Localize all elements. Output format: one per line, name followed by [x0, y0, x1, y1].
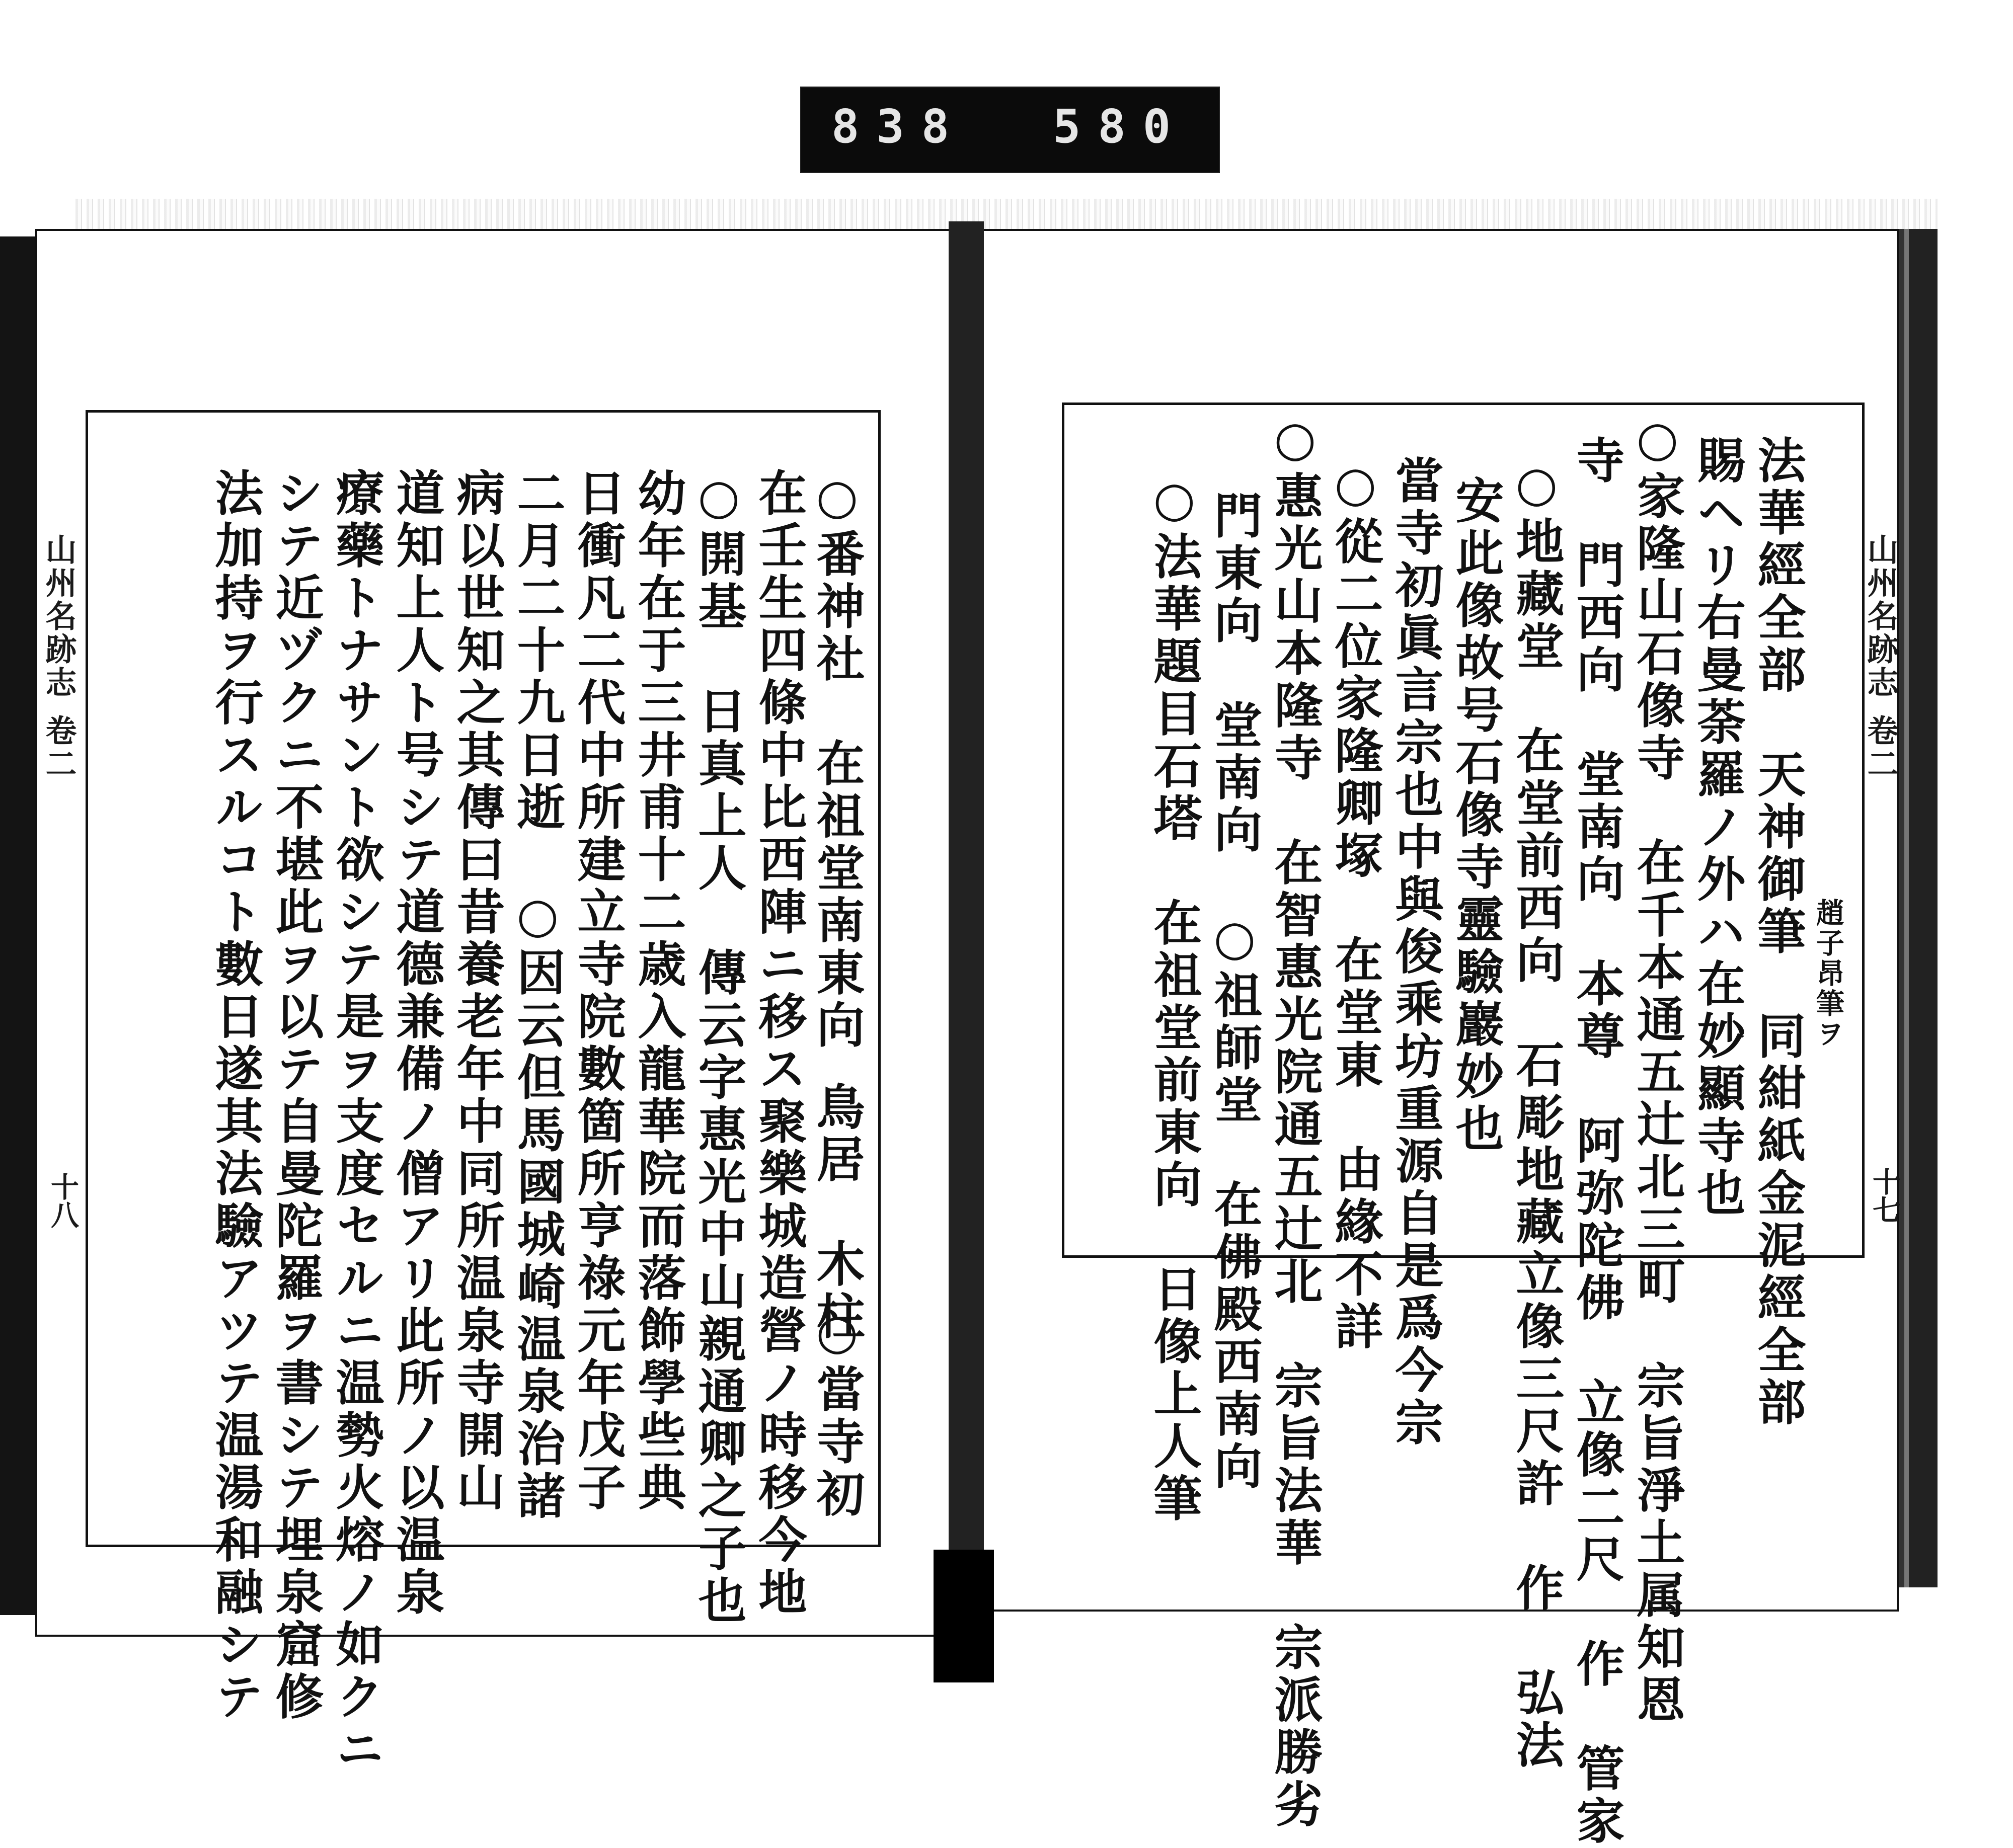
text-column: 病以世知之其傳曰昔養老年中同所温泉寺開山 — [449, 468, 506, 1514]
right-folio: 十七 — [1868, 1167, 1901, 1224]
text-column: 趙子昂筆ヲ — [1812, 898, 1845, 1049]
book-gutter — [949, 221, 984, 1600]
text-column: 寺 門西向 堂南向 本尊 阿弥陀佛 立像二尺 作 管家 — [1569, 435, 1625, 1848]
text-column: 賜ヘリ右曼荼羅ノ外ハ在妙顯寺也 — [1689, 435, 1746, 1220]
text-column: ○法華題目石塔 在祖堂前東向 日像上人筆 — [1146, 470, 1203, 1525]
text-column: 二月二十九日逝 ○因云但馬國城崎温泉治諸 — [509, 468, 566, 1523]
gutter-shadow — [934, 1550, 994, 1682]
text-column: 日衝凡二代中所建立寺院數箇所亨祿元年戊子 — [570, 468, 627, 1514]
text-column: ○從二位家隆卿塚 在堂東 由緣不詳 — [1327, 455, 1384, 1353]
right-margin-volume: 卷二 — [1862, 714, 1899, 781]
left-margin-volume: 卷二 — [40, 714, 77, 781]
text-column: 療藥トナサント欲シテ是ヲ支度セルニ温勢火熔ノ如クニ — [328, 468, 385, 1776]
text-column: 道知上人ト号シテ道德兼備ノ僧アリ此所ノ以温泉 — [389, 468, 445, 1619]
catalog-number-right: 580 — [1053, 100, 1188, 153]
text-column: シテ近ヅクニ不堪此ヲ以テ自曼陀羅ヲ書シテ埋泉窟修 — [268, 468, 325, 1724]
text-column: 門東向 堂南向 ○祖師堂 在佛殿西南向 — [1206, 491, 1263, 1493]
text-column: 在壬生四條中比西陣ニ移ス聚樂城造營ノ時移今地 — [751, 468, 808, 1619]
text-column: ○惠光山本隆寺 在智惠光院通五辻北 宗旨法華 宗派勝劣 — [1267, 410, 1324, 1831]
book-edge-left — [0, 236, 35, 1615]
text-column: ○家隆山石像寺 在千本通五辻北三町 宗旨淨土属知恩 — [1629, 410, 1686, 1727]
text-column: 安此像故号石像寺靈驗巖妙也 — [1448, 475, 1505, 1156]
left-text-frame — [86, 410, 881, 1776]
text-column: 當寺初眞言宗也中與俊乘坊重源自是爲今宗 — [1387, 455, 1444, 1450]
catalog-number-left: 838 — [831, 100, 967, 153]
text-column: 幼年在于三井甫十二歳入龍華院而落飾學些典 — [630, 468, 687, 1514]
text-column: 法加持ヲ行スルコト數日遂其法驗アツテ温湯和融シテ — [207, 468, 264, 1724]
text-column: ○地藏堂 在堂前西向 石彫地藏立像三尺許 作 弘法 — [1508, 455, 1565, 1772]
text-column: 法華經全部 天神御筆 同紺紙金泥經全部 — [1750, 435, 1807, 1429]
text-column: ○開基 日真上人 傳云字惠光中山親通卿之子也 — [690, 468, 747, 1628]
right-margin-title: 山州名跡志 — [1862, 533, 1899, 699]
text-column: ○番神社 在祖堂南東向 — [809, 468, 866, 1052]
left-margin-title: 山州名跡志 — [40, 533, 77, 699]
catalog-label-card — [800, 87, 1220, 173]
text-column: 鳥居 木柱 — [809, 1082, 866, 1343]
left-folio: 十八 — [46, 1172, 80, 1229]
right-text-frame — [1062, 403, 1865, 1848]
text-column: ○當寺初 — [809, 1303, 866, 1521]
